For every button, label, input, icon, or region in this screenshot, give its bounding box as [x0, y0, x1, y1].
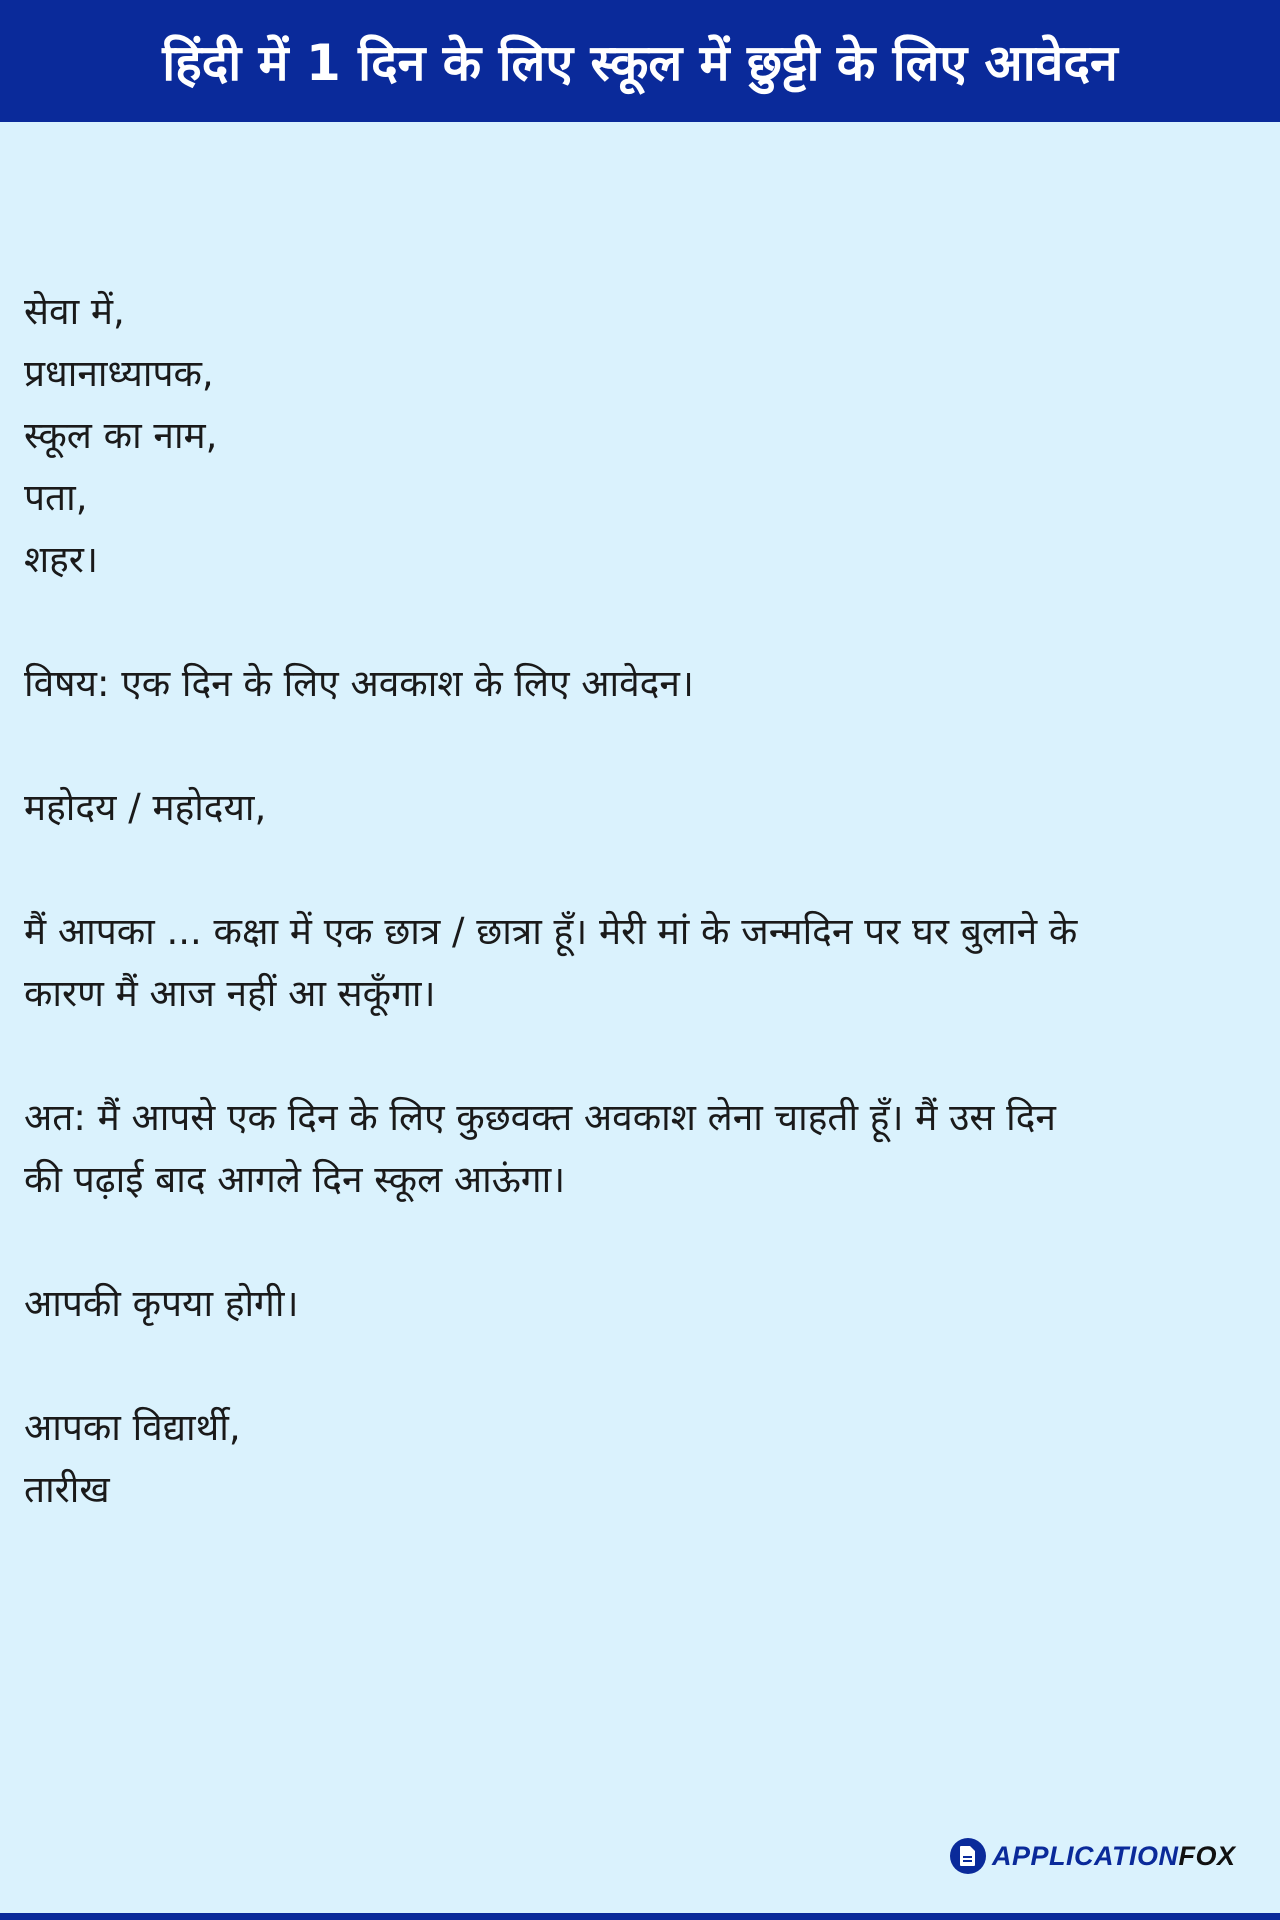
title-banner: [0, 0, 1280, 122]
address-line: सेवा में,: [24, 290, 125, 333]
signoff-line: आपका विद्यार्थी,: [24, 1406, 241, 1449]
closing-line: आपकी कृपया होगी।: [24, 1282, 299, 1325]
salutation: महोदय / महोदया,: [24, 786, 267, 829]
paragraph-1-line: मैं आपका ... कक्षा में एक छात्र / छात्रा हूँ। मेरी मां के जन्मदिन पर घर बुलाने के: [24, 910, 1078, 953]
address-line: प्रधानाध्यापक,: [24, 352, 214, 395]
letter-body: [24, 281, 1264, 1521]
logo-part-application: APPLICATION: [992, 1840, 1179, 1871]
document-icon: [950, 1838, 986, 1874]
page-title: हिंदी में 1 दिन के लिए स्कूल में छुट्टी के लिए आवेदन: [162, 34, 1118, 92]
paragraph-2-line: अत: मैं आपसे एक दिन के लिए कुछवक्त अवकाश लेना चाहती हूँ। मैं उस दिन: [24, 1096, 1056, 1139]
paragraph-1-line: कारण मैं आज नहीं आ सकूँगा।: [24, 972, 436, 1015]
applicationfox-logo: [950, 1838, 1236, 1874]
address-line: पता,: [24, 476, 88, 519]
paragraph-2-line: की पढ़ाई बाद आगले दिन स्कूल आऊंगा।: [24, 1158, 566, 1201]
address-line: शहर।: [24, 538, 98, 581]
signoff-line: तारीख: [24, 1468, 110, 1511]
logo-part-fox: FOX: [1178, 1840, 1236, 1871]
address-line: स्कूल का नाम,: [24, 414, 218, 457]
logo-wordmark: [992, 1841, 1236, 1872]
subject-line: विषय: एक दिन के लिए अवकाश के लिए आवेदन।: [24, 662, 694, 705]
bottom-border: [0, 1913, 1280, 1920]
